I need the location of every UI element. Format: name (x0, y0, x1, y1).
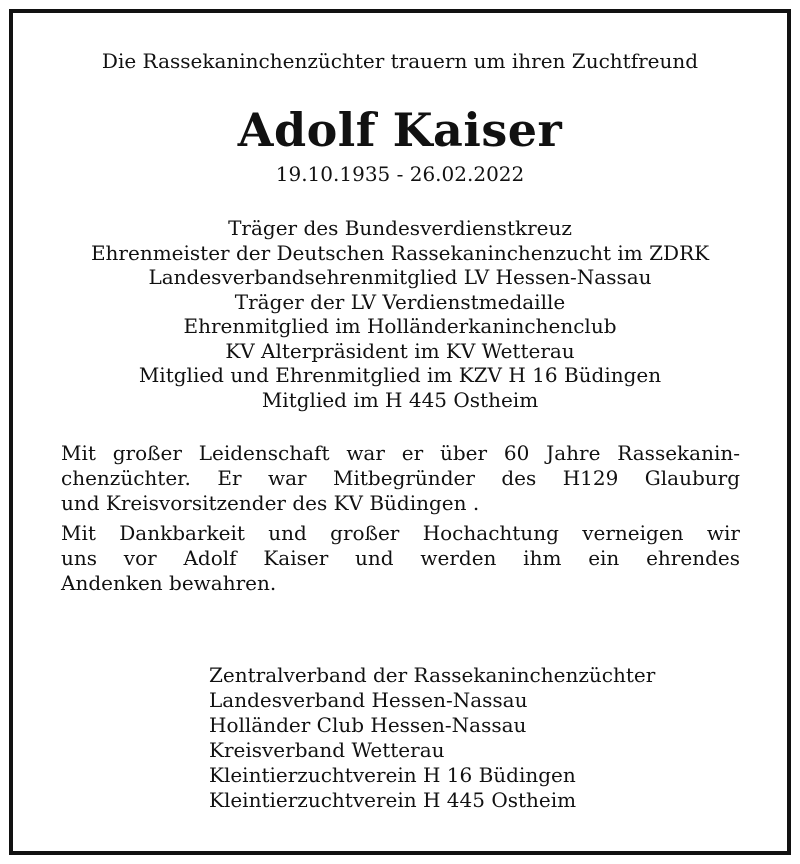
intro-text: Die Rassekaninchenzüchter trauern um ihren Zuchtfreund (101, 49, 699, 73)
paragraph-line: Mit Dankbarkeit und großer Hochachtung verneigen wir (61, 521, 740, 545)
honor-item: Mitglied im H 445 Ostheim (261, 387, 539, 412)
honor-item: Landesverbandsehrenmitglied LV Hessen-Nassau (148, 265, 652, 289)
signatories-list (209, 663, 655, 813)
honor-item: Mitglied und Ehrenmitglied im KZV H 16 Büdingen (138, 363, 662, 387)
life-dates: 19.10.1935 - 26.02.2022 (275, 162, 525, 186)
paragraph-line: und Kreisvorsitzender des KV Büdingen . (61, 491, 480, 515)
honors-list (0, 216, 800, 412)
signatory: Holländer Club Hessen-Nassau (209, 713, 527, 737)
honor-item: Träger der LV Verdienstmedaille (234, 289, 566, 314)
honor-item: Ehrenmeister der Deutschen Rassekaninchenzucht im ZDRK (90, 240, 710, 265)
paragraph-line: uns vor Adolf Kaiser und werden ihm ein ehrendes (61, 546, 740, 570)
gratitude-paragraph (61, 521, 740, 596)
paragraph-line: Andenken bewahren. (61, 571, 277, 595)
paragraph-line: Mit großer Leidenschaft war er über 60 Jahre Rassekanin- (61, 441, 740, 465)
signatory: Kleintierzuchtverein H 445 Ostheim (209, 788, 577, 812)
honor-item: KV Alterpräsident im KV Wetterau (225, 338, 575, 363)
honor-item: Ehrenmitglied im Holländerkaninchenclub (183, 314, 617, 338)
honor-item: Träger des Bundesverdienstkreuz (228, 216, 572, 240)
signatory: Landesverband Hessen-Nassau (209, 688, 528, 712)
tribute-paragraph (61, 441, 740, 516)
signatory: Kreisverband Wetterau (209, 738, 445, 762)
deceased-name: Adolf Kaiser (237, 103, 563, 157)
signatory: Zentralverband der Rassekaninchenzüchter (209, 663, 656, 687)
signatory: Kleintierzuchtverein H 16 Büdingen (209, 763, 576, 787)
paragraph-line: chenzüchter. Er war Mitbegründer des H129 Glauburg (61, 466, 740, 490)
